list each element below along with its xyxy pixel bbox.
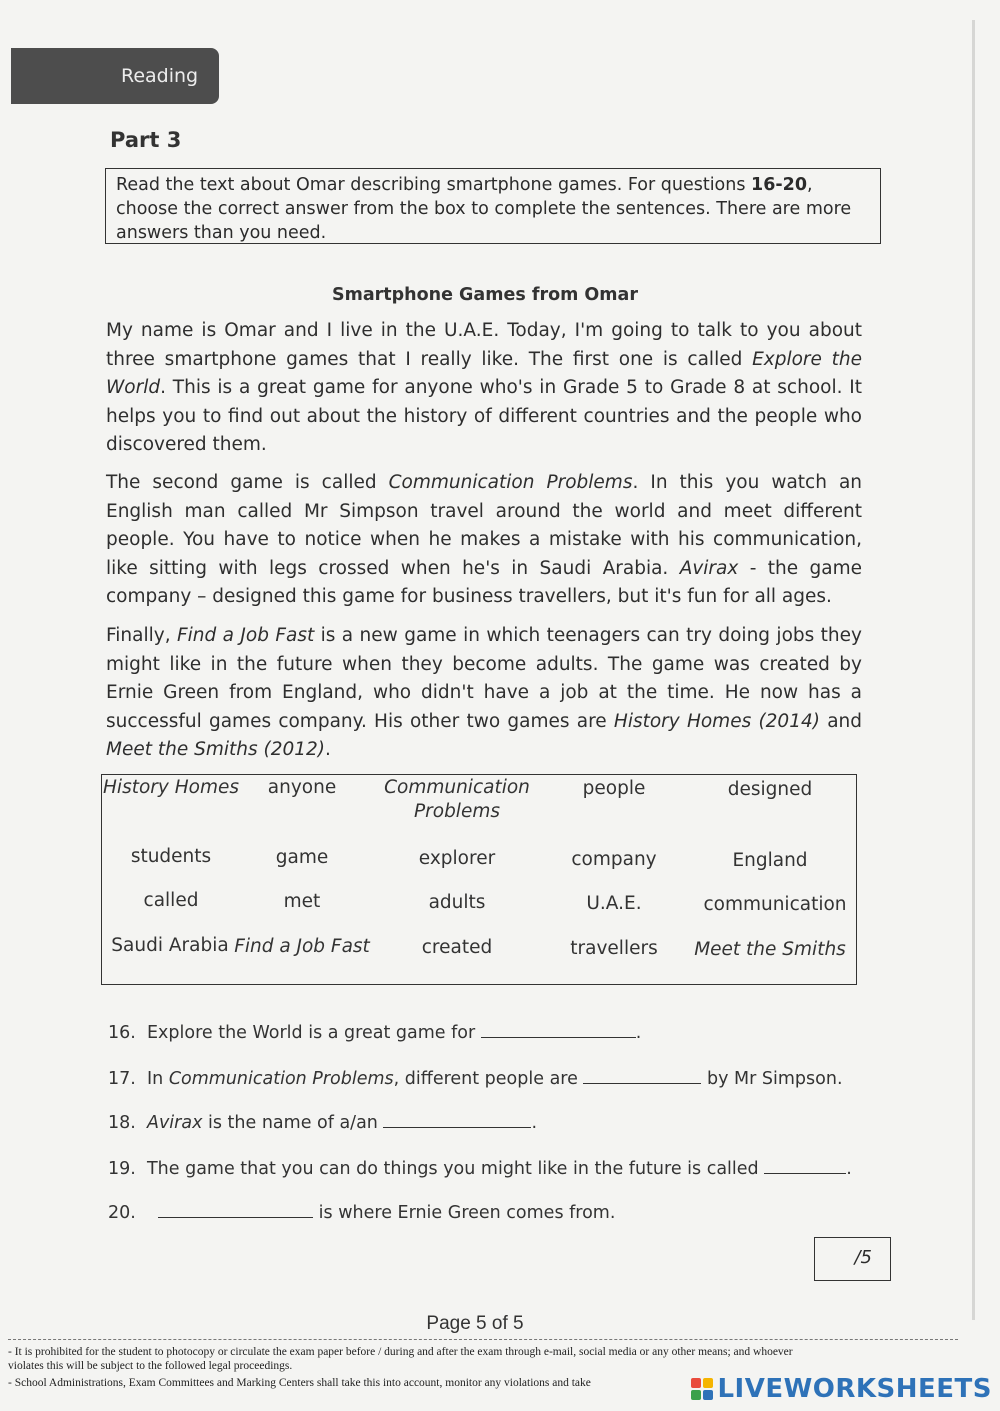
paragraph-3: Finally, Find a Job Fast is a new game in which teenagers can try doing jobs they might like in the future when they become adults. The game was created by Ernie Green from England, who didn't have a job at the time. He now has a successful games company. His other two games are History Homes (2014) and Meet the Smiths (2012). <box>106 625 862 760</box>
watermark-text: LIVEWORKSHEETS <box>717 1374 992 1404</box>
word-option: explorer <box>418 848 496 869</box>
page-number: Page 5 of 5 <box>426 1313 524 1334</box>
word-option: students <box>130 846 212 867</box>
word-option: created <box>421 937 493 958</box>
footer-notice-line-1: - It is prohibited for the student to photocopy or circulate the exam paper before / during and after the exam through e-mail, social media or any other means; and whoever <box>8 1346 793 1358</box>
part-title: Part 3 <box>110 128 182 152</box>
question-20: 20. is where Ernie Green comes from. <box>108 1199 615 1223</box>
word-box <box>101 774 857 985</box>
footer-notice-line-3: - School Administrations, Exam Committees and Marking Centers shall take this into account, monitor any violations and take <box>8 1377 591 1389</box>
word-option: Communication Problems <box>384 777 530 822</box>
paragraph-1: My name is Omar and I live in the U.A.E. Today, I'm going to talk to you about three smartphone games that I really like. The first one is called Explore the World. This is a great game for anyone who's in Grade 5 to Grade 8 at school. It helps you to find out about the history of different countries and the people who discovered them. <box>106 320 862 455</box>
word-option: England <box>732 850 808 871</box>
answer-blank-17[interactable] <box>583 1065 701 1084</box>
word-option: anyone <box>267 777 337 798</box>
word-option: Saudi Arabia <box>111 935 229 956</box>
word-option: company <box>571 849 657 870</box>
word-option: adults <box>428 892 486 913</box>
instructions-text: Read the text about Omar describing smartphone games. For questions <box>116 175 752 195</box>
word-option: designed <box>727 779 813 800</box>
word-option: History Homes <box>103 777 239 798</box>
answer-blank-18[interactable] <box>383 1109 531 1128</box>
word-option: called <box>143 890 199 911</box>
word-option: travellers <box>570 938 658 959</box>
word-option: game <box>275 847 329 868</box>
reading-title: Smartphone Games from Omar <box>331 285 638 305</box>
word-option: U.A.E. <box>586 893 642 914</box>
word-option: Find a Job Fast <box>234 936 370 957</box>
score-box <box>814 1237 891 1281</box>
word-option: people <box>582 778 646 799</box>
instructions-question-range: 16-20 <box>751 175 808 195</box>
footer-notice-line-2: violates this will be subject to the followed legal proceedings. <box>8 1360 293 1372</box>
answer-blank-19[interactable] <box>764 1155 846 1174</box>
question-16: 16. Explore the World is a great game for . <box>108 1019 641 1043</box>
section-label: Reading <box>121 65 199 87</box>
word-option: Meet the Smiths <box>694 939 846 960</box>
question-19: 19. The game that you can do things you might like in the future is called . <box>108 1155 852 1179</box>
liveworksheets-logo-icon <box>691 1378 713 1400</box>
answer-blank-20[interactable] <box>158 1199 313 1218</box>
word-option: met <box>283 891 321 912</box>
paper-edge <box>972 20 975 1320</box>
score-label: /5 <box>854 1247 872 1268</box>
section-tab <box>11 48 219 104</box>
answer-blank-16[interactable] <box>481 1019 636 1038</box>
footer-divider <box>8 1339 958 1340</box>
instructions-text-end: , choose the correct answer from the box to complete the sentences. There are more answers than you need. <box>116 175 852 243</box>
instructions-box <box>105 168 881 244</box>
question-18: 18. Avirax is the name of a/an . <box>108 1109 537 1133</box>
paragraph-2: The second game is called Communication Problems. In this you watch an English man called Mr Simpson travel around the world and meet different people. You have to notice when he makes a mistake with his communication, like sitting with legs crossed when he's in Saudi Arabia. Avirax - the game company – designed this game for business travellers, but it's fun for all ages. <box>106 472 863 607</box>
question-17: 17. In Communication Problems, different people are by Mr Simpson. <box>108 1065 843 1089</box>
word-option: communication <box>703 894 847 915</box>
liveworksheets-watermark <box>691 1374 992 1404</box>
